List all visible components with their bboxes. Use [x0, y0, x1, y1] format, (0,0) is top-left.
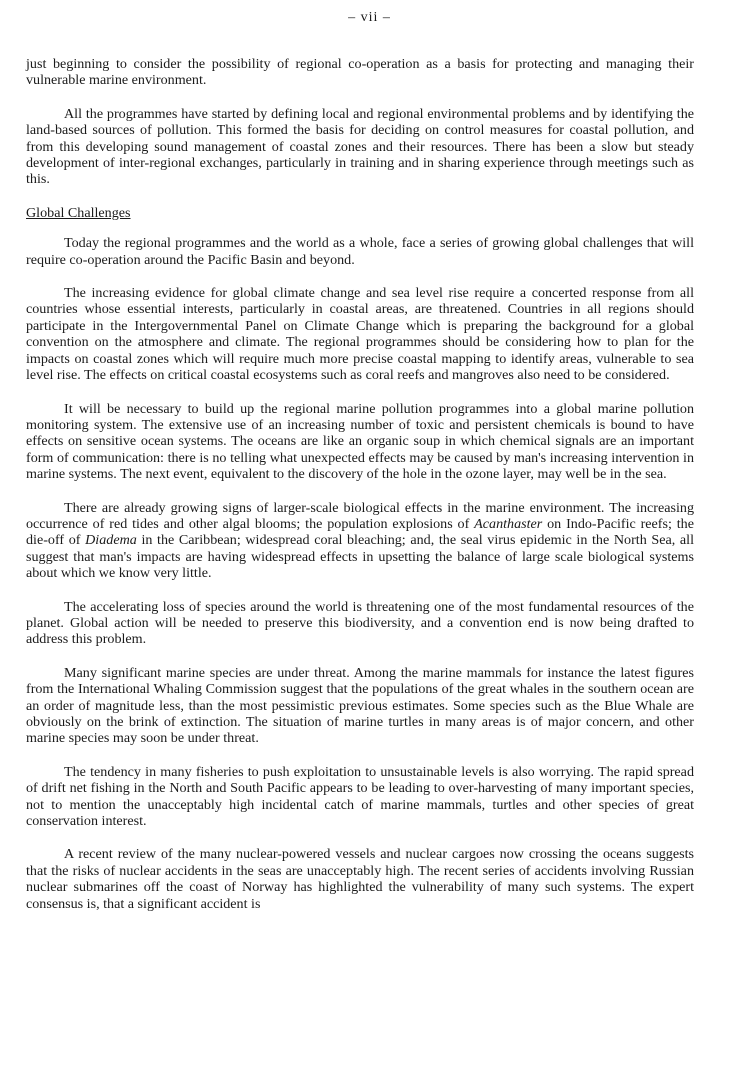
section-heading: Global Challenges: [26, 204, 131, 221]
paragraph-fisheries: The tendency in many fisheries to push exploitation to unsustainable levels is also worrying. The rapid spread of drift net fishing in the North and South Pacific appears to be leading to over-harvesting of many important species, not to mention the unacceptably high incidental catch of marine mammals, turtles and other species of great conservation interest.: [26, 763, 694, 830]
paragraph-pollution-monitoring: It will be necessary to build up the regional marine pollution programmes into a global marine pollution monitoring system. The extensive use of an increasing number of toxic and persistent chemicals is bound to have effects on sensitive ocean systems. The oceans are like an organic soup in which chemical signals are an important form of communication: there is no telling what unexpected effects may be caused by man's increasing intervention in marine systems. The next event, equivalent to the discovery of the hole in the ozone layer, may well be in the sea.: [26, 400, 694, 483]
text-segment: There are already growing signs of larger-scale biological effects in the marine environment. The increasing occurrence of red tides and other algal blooms; the population explosions of: [26, 499, 694, 532]
document-body: [26, 56, 694, 912]
paragraph-continuation: just beginning to consider the possibility of regional co-operation as a basis for protecting and managing their vulnerable marine environment.: [26, 56, 694, 89]
text-segment: in the Caribbean; widespread coral bleaching; and, the seal virus epidemic in the North Sea, all suggest that man's impacts are having widespread effects in upsetting the balance of large scale biological systems about which we know very little.: [26, 532, 694, 582]
species-name: Diadema: [85, 532, 137, 549]
paragraph-biological-effects: [26, 500, 694, 582]
page-number: – vii –: [348, 10, 391, 25]
paragraph-global-challenges: Today the regional programmes and the world as a whole, face a series of growing global challenges that will require co-operation around the Pacific Basin and beyond.: [26, 235, 694, 268]
paragraph-marine-species: Many significant marine species are under threat. Among the marine mammals for instance the latest figures from the International Whaling Commission suggest that the populations of the great whales in the southern ocean are an order of magnitude less, than the most pessimistic previous estimates. Some species such as the Blue Whale are obviously on the brink of extinction. The situation of marine turtles in many areas is of major concern, and other marine species may soon be under threat.: [26, 664, 694, 747]
paragraph-climate-change: The increasing evidence for global climate change and sea level rise require a concerted response from all countries whose essential interests, particularly in coastal areas, are threatened. Countries in all regions should participate in the Intergovernmental Panel on Climate Change which is preparing the background for a global convention on the atmosphere and climate. The regional programmes should be considering how to plan for the impacts on coastal zones which will require much more precise coastal mapping to identify areas, vulnerable to sea level rise. The effects on critical coastal ecosystems such as coral reefs and mangroves also need to be considered.: [26, 285, 694, 384]
species-name: Acanthaster: [474, 515, 543, 532]
paragraph-nuclear: A recent review of the many nuclear-powered vessels and nuclear cargoes now crossing the oceans suggests that the risks of nuclear accidents in the seas are unacceptably high. The recent series of accidents involving Russian nuclear submarines off the coast of Norway has highlighted the vulnerability of many such systems. The expert consensus is, that a significant accident is: [26, 846, 694, 912]
paragraph-species-loss: The accelerating loss of species around the world is threatening one of the most fundamental resources of the planet. Global action will be needed to preserve this biodiversity, and a convention end is now being drafted to address this problem.: [26, 598, 694, 648]
paragraph-programmes: All the programmes have started by defining local and regional environmental problems and by identifying the land-based sources of pollution. This formed the basis for deciding on control measures for coastal pollution, and from this developing sound management of coastal zones and their resources. There has been a slow but steady development of inter-regional exchanges, particularly in training and in sharing experience through meetings such as this.: [26, 105, 694, 188]
text-segment: on Indo-Pacific reefs; the die-off of: [26, 515, 694, 549]
